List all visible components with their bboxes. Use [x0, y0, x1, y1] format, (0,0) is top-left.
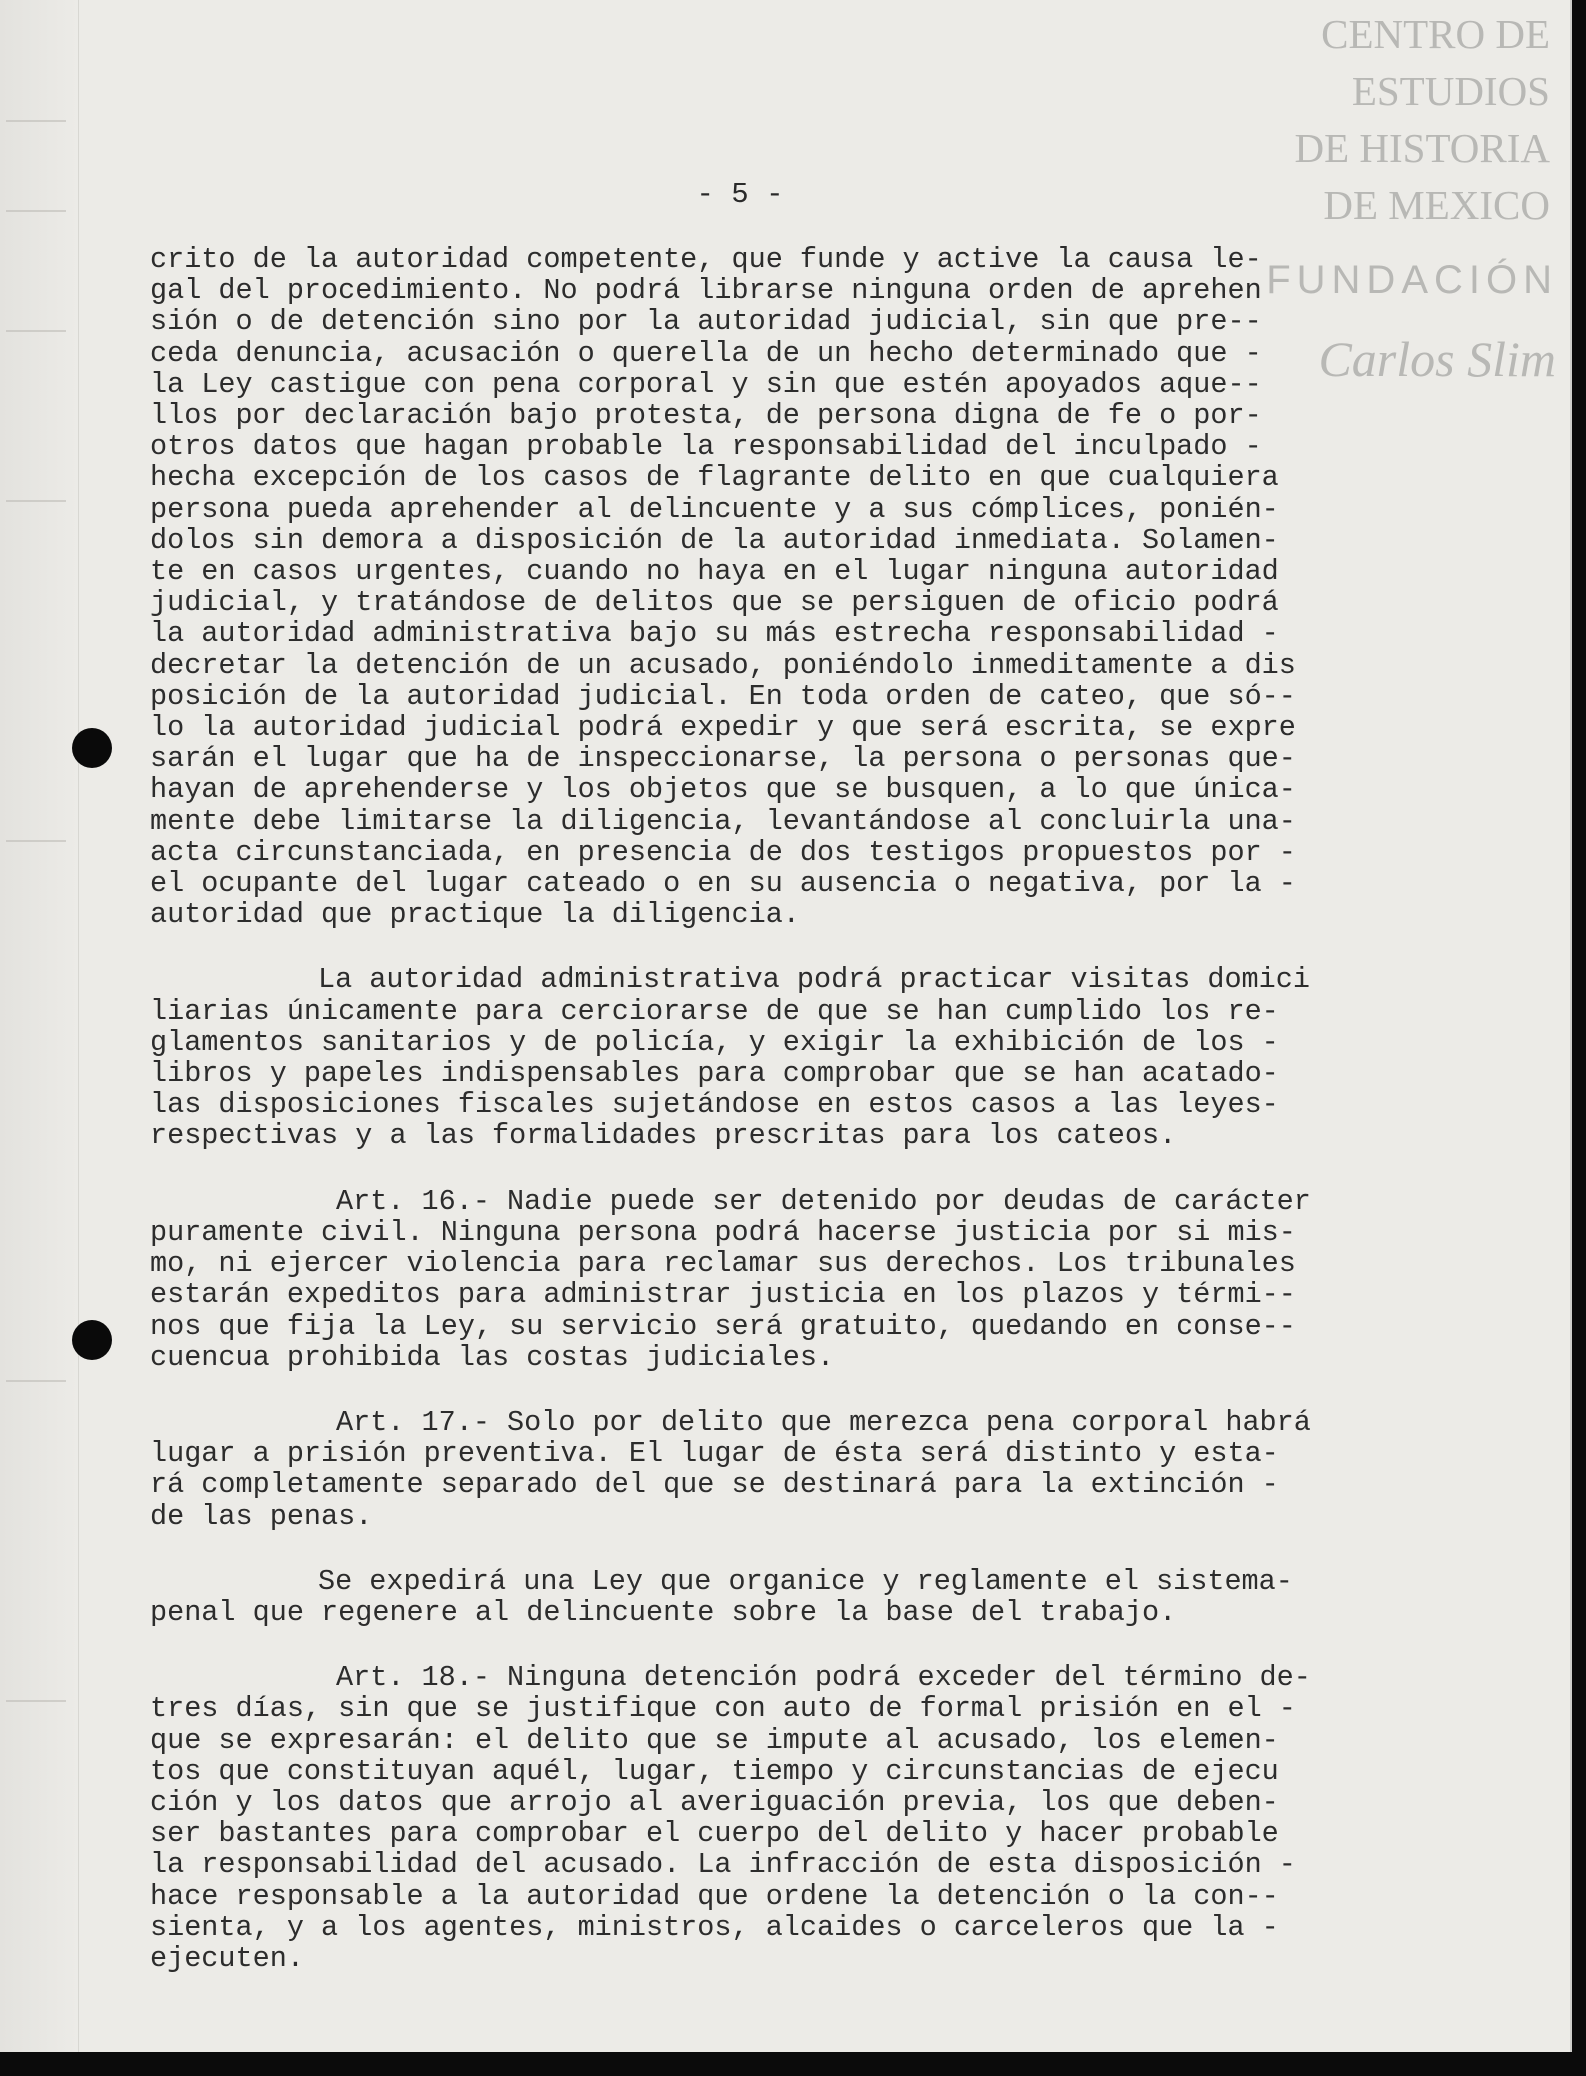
text-line: la autoridad administrativa bajo su más estrecha responsabilidad -: [150, 617, 1279, 651]
text-line: La autoridad administrativa podrá practicar visitas domici: [318, 963, 1310, 997]
text-line: dolos sin demora a disposición de la autoridad inmediata. Solamen-: [150, 523, 1279, 557]
text-line: liarias únicamente para cerciorarse de que se han cumplido los re-: [150, 994, 1279, 1028]
text-line: las disposiciones fiscales sujetándose en estos casos a las leyes-: [150, 1088, 1279, 1122]
text-line: la responsabilidad del acusado. La infracción de esta disposición -: [150, 1848, 1296, 1882]
text-line: estarán expeditos para administrar justicia en los plazos y térmi--: [150, 1278, 1296, 1312]
text-line: judicial, y tratándose de delitos que se persiguen de oficio podrá: [150, 586, 1279, 620]
text-line: crito de la autoridad competente, que funde y active la causa le-: [150, 243, 1262, 276]
text-line: llos por declaración bajo protesta, de persona digna de fe o por-: [150, 399, 1262, 433]
text-line: glamentos sanitarios y de policía, y exigir la exhibición de los -: [150, 1025, 1279, 1059]
text-line: otros datos que hagan probable la responsabilidad del inculpado -: [150, 430, 1262, 464]
text-line: nos que fija la Ley, su servicio será gratuito, quedando en conse--: [150, 1309, 1296, 1343]
bleed-mark: [6, 500, 66, 502]
paragraph: [150, 964, 1412, 1151]
paragraph: [150, 1662, 1412, 1974]
text-line: el ocupante del lugar cateado o en su ausencia o negativa, por la -: [150, 867, 1296, 901]
text-line: sienta, y a los agentes, ministros, alcaides o carceleros que la -: [150, 1910, 1279, 1944]
page-number: - 5 -: [696, 178, 784, 211]
text-line: ción y los datos que arrojo al averiguación previa, los que deben-: [150, 1785, 1279, 1819]
paragraph: [150, 244, 1412, 930]
paragraph: [150, 1186, 1412, 1373]
text-line: ejecuten.: [150, 1941, 304, 1975]
text-line: hace responsable a la autoridad que ordene la detención o la con--: [150, 1879, 1279, 1913]
text-line: tos que constituyan aquél, lugar, tiempo y circunstancias de ejecu: [150, 1754, 1279, 1788]
text-line: autoridad que practique la diligencia.: [150, 898, 800, 932]
text-line: sión o de detención sino por la autoridad judicial, sin que pre--: [150, 305, 1262, 339]
text-line: que se expresarán: el delito que se impute al acusado, los elemen-: [150, 1723, 1279, 1757]
text-line: de las penas.: [150, 1499, 373, 1533]
text-line: hecha excepción de los casos de flagrante delito en que cualquiera: [150, 461, 1279, 495]
bleed-mark: [6, 840, 66, 842]
watermark-line: ESTUDIOS: [1351, 68, 1550, 114]
document-body: [150, 244, 1412, 2008]
watermark-line: DE MEXICO: [1323, 182, 1550, 228]
text-line: posición de la autoridad judicial. En toda orden de cateo, que só--: [150, 679, 1296, 713]
watermark-foundation: FUNDACIÓN: [1266, 258, 1558, 302]
punch-hole: [72, 728, 112, 768]
text-line: gal del procedimiento. No podrá librarse ninguna orden de aprehen: [150, 274, 1262, 308]
text-line: tres días, sin que se justifique con auto de formal prisión en el -: [150, 1692, 1296, 1726]
text-line: mente debe limitarse la diligencia, levantándose al concluirla una-: [150, 804, 1296, 838]
text-line: Art. 16.- Nadie puede ser detenido por deudas de carácter: [336, 1184, 1311, 1218]
watermark-line: DE HISTORIA: [1294, 125, 1550, 171]
text-line: ser bastantes para comprobar el cuerpo del delito y hacer probable: [150, 1817, 1279, 1851]
punch-hole: [72, 1320, 112, 1360]
paragraph: [150, 1566, 1412, 1628]
text-line: respectivas y a las formalidades prescritas para los cateos.: [150, 1119, 1177, 1153]
text-line: mo, ni ejercer violencia para reclamar sus derechos. Los tribunales: [150, 1247, 1296, 1281]
text-line: la Ley castigue con pena corporal y sin que estén apoyados aque--: [150, 367, 1262, 401]
paragraph: [150, 1407, 1412, 1532]
text-line: hayan de aprehenderse y los objetos que se busquen, a lo que única-: [150, 773, 1296, 807]
text-line: Art. 18.- Ninguna detención podrá exceder del término de-: [336, 1661, 1311, 1695]
watermark-signature: Carlos Slim: [1318, 331, 1556, 387]
text-line: Se expedirá una Ley que organice y reglamente el sistema-: [318, 1564, 1293, 1598]
text-line: decretar la detención de un acusado, poniéndolo inmeditamente a dis: [150, 648, 1296, 682]
bleed-mark: [6, 1700, 66, 1702]
page-left-margin: [0, 0, 79, 2052]
bleed-mark: [6, 210, 66, 212]
text-line: Art. 17.- Solo por delito que merezca pena corporal habrá: [336, 1405, 1311, 1439]
text-line: persona pueda aprehender al delincuente y a sus cómplices, ponién-: [150, 492, 1279, 526]
archive-watermark: [1210, 6, 1550, 234]
text-line: cuencua prohibida las costas judiciales.: [150, 1340, 835, 1374]
text-line: acta circunstanciada, en presencia de dos testigos propuestos por -: [150, 835, 1296, 869]
text-line: libros y papeles indispensables para comprobar que se han acatado-: [150, 1057, 1279, 1091]
bleed-mark: [6, 1380, 66, 1382]
watermark-line: CENTRO DE: [1321, 11, 1550, 57]
text-line: ceda denuncia, acusación o querella de un hecho determinado que -: [150, 336, 1262, 370]
text-line: sarán el lugar que ha de inspeccionarse, la persona o personas que-: [150, 742, 1296, 776]
text-line: te en casos urgentes, cuando no haya en el lugar ninguna autoridad: [150, 555, 1279, 589]
text-line: lugar a prisión preventiva. El lugar de ésta será distinto y esta-: [150, 1437, 1279, 1471]
text-line: rá completamente separado del que se destinará para la extinción -: [150, 1468, 1279, 1502]
bleed-mark: [6, 120, 66, 122]
text-line: lo la autoridad judicial podrá expedir y que será escrita, se expre: [150, 711, 1296, 745]
text-line: penal que regenere al delincuente sobre la base del trabajo.: [150, 1595, 1177, 1629]
text-line: puramente civil. Ninguna persona podrá hacerse justicia por si mis-: [150, 1215, 1296, 1249]
bleed-mark: [6, 330, 66, 332]
